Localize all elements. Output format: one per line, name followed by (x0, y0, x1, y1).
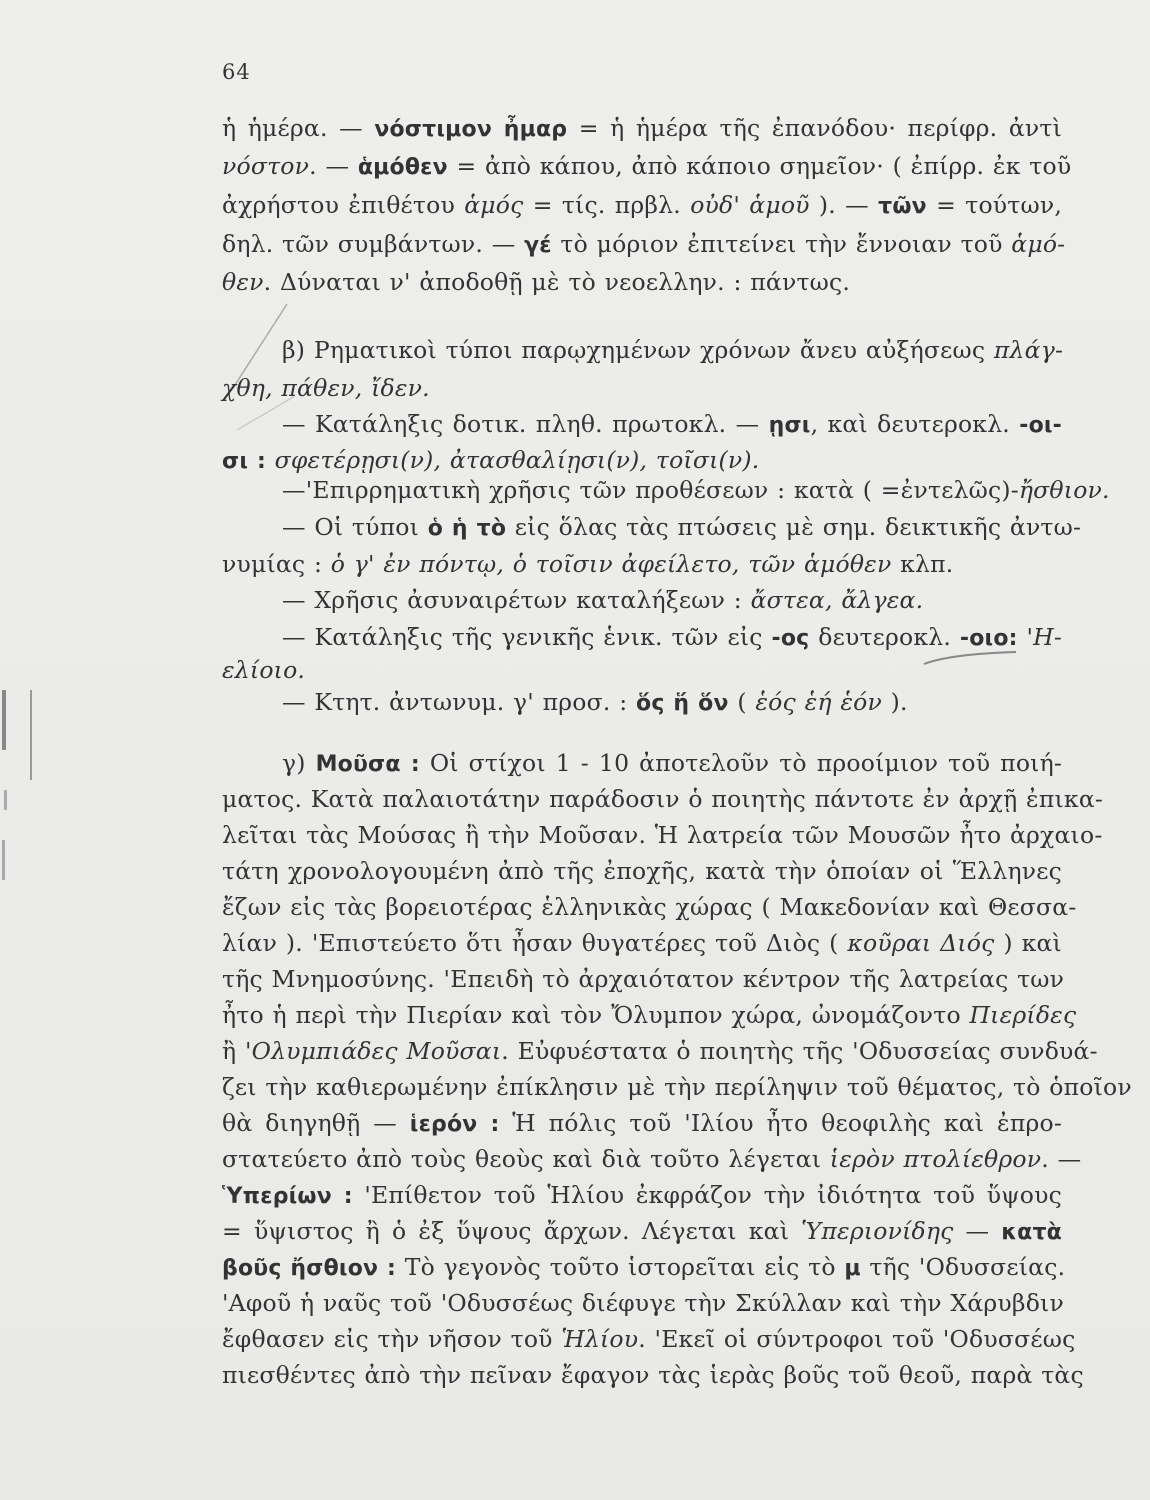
text-run: λίαν ). 'Επιστεύετο ὅτι ἦσαν θυγατέρες τοῦ Διὸς ( (222, 929, 848, 957)
italic-quote: ἁμό- (1011, 230, 1066, 258)
text-run: ἢ (222, 1037, 245, 1065)
text-line (282, 686, 1062, 720)
text-run: —'Επιρρηματικὴ χρῆσις τῶν προθέσεων : κατὰ ( =ἐντελῶς)- (282, 476, 1019, 504)
text-run: δηλ. τῶν συμβάντων. — (222, 230, 525, 258)
text-line (282, 621, 1062, 655)
text-run: Τὸ γεγονὸς τοῦτο ἱστορεῖται εἰς τὸ (396, 1253, 845, 1281)
text-line (222, 1071, 1132, 1103)
bold-term: σι : (222, 449, 266, 474)
italic-quote: Πιερίδες (969, 1001, 1077, 1029)
text-run: — (953, 1217, 1002, 1245)
italic-quote: ἑός ἑή ἑόν (755, 688, 882, 716)
text-run: Ἡ πόλις τοῦ 'Ιλίου ἦτο θεοφιλὴς καὶ ἐπρο- (499, 1109, 1063, 1137)
bold-term: -ος (771, 626, 810, 651)
bold-term: ἱερόν : (409, 1112, 500, 1137)
text-line (282, 584, 1062, 616)
text-run: ματος. Κατὰ παλαιοτάτην παράδοσιν ὁ ποιητὴς πάντοτε ἐν ἀρχῇ ἐπικα- (222, 785, 1104, 813)
text-run: ἦτο ἡ περὶ τὴν Πιερίαν καὶ τὸν Ὄλυμπον χώρα, ὠνομάζοντο (222, 1001, 970, 1029)
text-run: = ἡ ἡμέρα τῆς ἐπανόδου· περίφρ. ἀντὶ (567, 114, 1062, 142)
binding-mark (4, 790, 7, 810)
text-run: ἔφθασεν εἰς τὴν νῆσον τοῦ (222, 1325, 562, 1353)
bold-term: ῃσι (768, 413, 811, 438)
text-run: λεῖται τὰς Μούσας ἢ τὴν Μοῦσαν. Ἡ λατρεία τῶν Μουσῶν ἦτο ἀρχαιο- (222, 821, 1103, 849)
text-run: δευτεροκλ. (809, 623, 960, 651)
text-run: = τούτων, (926, 191, 1063, 219)
text-run: πιεσθέντες ἀπὸ τὴν πεῖναν ἔφαγον τὰς ἱερὰς βοῦς τοῦ θεοῦ, παρὰ τὰς (222, 1361, 1084, 1389)
text-run: , καὶ δευτεροκλ. (810, 410, 1020, 438)
text-run: 'Αφοῦ ἡ ναῦς τοῦ 'Οδυσσέως διέφυγε τὴν Σκύλλαν καὶ τὴν Χάρυβδιν (222, 1289, 1064, 1317)
italic-quote: 'Ολυμπιάδες Μοῦσαι (244, 1037, 502, 1065)
text-line (222, 783, 1104, 815)
text-run: Οἱ στίχοι 1 - 10 ἀποτελοῦν τὸ προοίμιον τοῦ ποιή- (419, 749, 1063, 777)
text-run: τάτη χρονολογουμένη ἀπὸ τῆς ἐποχῆς, κατὰ τὴν ὁποίαν οἱ Ἕλληνες (222, 857, 1062, 885)
italic-quote: ελίοιο. (222, 656, 306, 684)
text-line (282, 334, 1062, 366)
text-run: — Οἱ τύποι (282, 513, 428, 541)
text-run: . 'Εκεῖ οἱ σύντροφοι τοῦ 'Οδυσσέως (638, 1325, 1076, 1353)
text-run: — Χρῆσις ἀσυναιρέτων καταλήξεων : (282, 586, 751, 614)
text-line (222, 819, 1103, 851)
italic-quote: ἄστεα, ἄλγεα. (750, 586, 924, 614)
text-line (222, 1287, 1062, 1319)
text-run (1018, 623, 1027, 651)
text-run: = τίς. πρβλ. (523, 191, 691, 219)
text-line (222, 1359, 1084, 1391)
binding-mark (2, 690, 6, 750)
italic-quote: θεν (222, 268, 264, 296)
text-line (222, 444, 1062, 478)
text-run: . Δύναται ν' ἀποδοθῇ μὲ τὸ νεοελλην. : πάντως. (263, 268, 851, 296)
text-line (222, 266, 1062, 298)
text-line (282, 408, 1062, 442)
bold-term: Ὑπερίων : (222, 1184, 353, 1209)
text-line (222, 1107, 1062, 1141)
bold-term: γέ (524, 233, 552, 258)
text-run: ). (881, 688, 908, 716)
text-run: = ἀπὸ κάπου, ἀπὸ κάποιο σημεῖον· ( ἐπίρρ. ἐκ τοῦ (447, 152, 1072, 180)
text-line (222, 963, 1065, 995)
text-run: . — (309, 152, 358, 180)
text-run: ἡ ἡμέρα. — (222, 114, 375, 142)
text-line (222, 548, 1062, 580)
text-run: θὰ διηγηθῇ — (222, 1109, 410, 1137)
text-line (222, 891, 1077, 923)
text-run: — Κατάληξις δοτικ. πληθ. πρωτοκλ. — (282, 410, 769, 438)
italic-quote: νόστον (222, 152, 310, 180)
italic-quote: ἤσθιον. (1018, 476, 1110, 504)
text-run: ἀχρήστου ἐπιθέτου (222, 191, 465, 219)
italic-quote: 'Η- (1026, 623, 1063, 651)
italic-quote: χθη, πάθεν, ἴδεν. (222, 374, 430, 402)
bold-term: βοῦς ἤσθιον : (222, 1256, 397, 1281)
bold-term: τῶν (878, 194, 927, 219)
binding-mark (30, 690, 32, 780)
text-run: τὸ μόριον ἐπιτείνει τὴν ἔννοιαν τοῦ (551, 230, 1012, 258)
bold-term: Μοῦσα : (315, 752, 420, 777)
text-line (222, 112, 1062, 146)
text-run: ). — (809, 191, 879, 219)
text-run: — Κτητ. ἀντωνυμ. γ' προσ. : (282, 688, 637, 716)
text-run: ἔζων εἰς τὰς βορειοτέρας ἑλληνικὰς χώρας ( Μακεδονίαν καὶ Θεσσα- (222, 893, 1077, 921)
bold-term: -οι- (1019, 413, 1062, 438)
bold-term: μ (844, 1256, 861, 1281)
text-run: στατεύετο ἀπὸ τοὺς θεοὺς καὶ διὰ τοῦτο λέγεται (222, 1145, 830, 1173)
text-run: ( (728, 688, 756, 716)
text-run: . Εὐφυέστατα ὁ ποιητὴς τῆς 'Οδυσσείας συνδυά- (501, 1037, 1098, 1065)
text-line (222, 927, 1062, 959)
text-line (222, 372, 1062, 404)
text-line (282, 511, 1082, 545)
italic-quote: ἁμός (464, 191, 524, 219)
text-line (222, 1323, 1076, 1355)
italic-quote: οὐδ' ἁμοῦ (690, 191, 810, 219)
text-line (222, 189, 1062, 223)
text-line (222, 150, 1072, 184)
binding-mark (2, 840, 5, 880)
text-run: κλπ. (891, 550, 954, 578)
page-number: 64 (222, 60, 251, 84)
text-line (222, 1143, 1082, 1175)
text-line (222, 654, 1062, 686)
text-line (222, 1215, 1062, 1249)
bold-term: ὅς ἥ ὅν (636, 691, 729, 716)
text-run: τῆς Μνημοσύνης. 'Επειδὴ τὸ ἀρχαιότατον κέντρον τῆς λατρείας των (222, 965, 1065, 993)
text-line (282, 747, 1062, 781)
text-line (282, 474, 1110, 506)
italic-quote: ὁ γ' ἐν πόντῳ, ὁ τοῖσιν ἀφείλετο, τῶν ἁμόθεν (330, 550, 892, 578)
text-line (222, 228, 1066, 262)
bold-term: -οιο: (959, 626, 1018, 651)
italic-quote: Ὑπεριονίδης (801, 1217, 954, 1245)
text-run: = ὕψιστος ἢ ὁ ἐξ ὕψους ἄρχων. Λέγεται καὶ (222, 1217, 802, 1245)
bold-term: κατὰ (1001, 1220, 1062, 1245)
italic-quote: ἱερὸν πτολίεθρον (829, 1145, 1042, 1173)
bold-term: ἁμόθεν (357, 155, 448, 180)
text-line (222, 855, 1062, 887)
text-run: 'Επίθετον τοῦ Ἡλίου ἐκφράζον τὴν ἰδιότητα τοῦ ὕψους (352, 1181, 1063, 1209)
text-line (222, 999, 1077, 1031)
text-run: νυμίας : (222, 550, 331, 578)
bold-term: νόστιμον ἦμαρ (374, 117, 568, 142)
italic-quote: κοῦραι Διός (847, 929, 995, 957)
italic-quote: σφετέρῃσι(ν), ἀτασθαλίῃσι(ν), τοῖσι(ν). (274, 446, 760, 474)
bold-term: ὁ ἡ τὸ (427, 516, 507, 541)
text-run: . — (1041, 1145, 1082, 1173)
text-run: ) καὶ (994, 929, 1062, 957)
text-run (266, 446, 275, 474)
text-run: εἰς ὅλας τὰς πτώσεις μὲ σημ. δεικτικῆς ἀντω- (506, 513, 1082, 541)
text-run: β) Ρηματικοὶ τύποι παρῳχημένων χρόνων ἄνευ αὐξήσεως (282, 336, 994, 364)
text-line (222, 1035, 1098, 1067)
text-run: ζει τὴν καθιερωμένην ἐπίκλησιν μὲ τὴν περίληψιν τοῦ θέματος, τὸ ὁποῖον (222, 1073, 1132, 1101)
text-run: γ) (282, 749, 316, 777)
text-run: τῆς 'Οδυσσείας. (860, 1253, 1066, 1281)
text-line (222, 1179, 1062, 1213)
text-run: — Κατάληξις τῆς γενικῆς ἑνικ. τῶν εἰς (282, 623, 772, 651)
text-line (222, 1251, 1066, 1285)
italic-quote: πλάγ- (993, 336, 1064, 364)
italic-quote: Ἡλίου (561, 1325, 639, 1353)
